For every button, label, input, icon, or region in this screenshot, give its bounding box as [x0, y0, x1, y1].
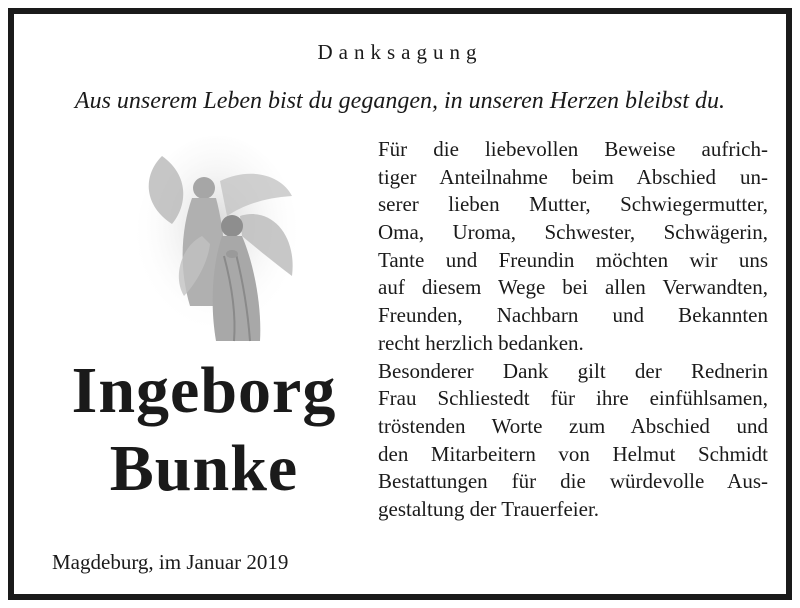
text-line: recht herzlich bedanken. — [378, 330, 584, 355]
text-line: Freunden, Nachbarn und Bekannten — [378, 303, 768, 328]
text-line: tiger Anteilnahme beim Abschied un- — [378, 164, 768, 189]
heading: Danksagung — [317, 40, 483, 64]
text-line: serer lieben Mutter, Schwiegermutter, — [378, 192, 768, 217]
motto: Aus unserem Leben bist du gegangen, in unseren Herzen bleibst du. — [74, 88, 726, 114]
text-line: Oma, Uroma, Schwester, Schwägerin, — [378, 220, 768, 245]
notice-frame — [8, 8, 792, 600]
angels-illustration-icon — [132, 136, 302, 346]
text-line: Frau Schliestedt für ihre einfühlsamen, — [378, 386, 768, 411]
text-line: den Mitarbeitern von Helmut Schmidt — [378, 441, 768, 466]
text-line: gestaltung der Trauerfeier. — [378, 496, 600, 521]
place-date: Magdeburg, im Januar 2019 — [52, 550, 289, 574]
deceased-first-name: Ingeborg — [71, 354, 337, 427]
thanks-text — [378, 136, 768, 524]
text-line: tröstenden Worte zum Abschied und — [378, 413, 768, 438]
text-line: auf diesem Wege bei allen Verwandten, — [378, 275, 768, 300]
text-line: Besonderer Dank gilt der Rednerin — [378, 358, 768, 383]
text-line: Tante und Freundin möchten wir uns — [378, 247, 768, 272]
text-line: Bestattungen für die würdevolle Aus- — [378, 469, 768, 494]
text-line: Für die liebevollen Beweise aufrich- — [378, 137, 768, 161]
deceased-last-name: Bunke — [109, 432, 299, 505]
